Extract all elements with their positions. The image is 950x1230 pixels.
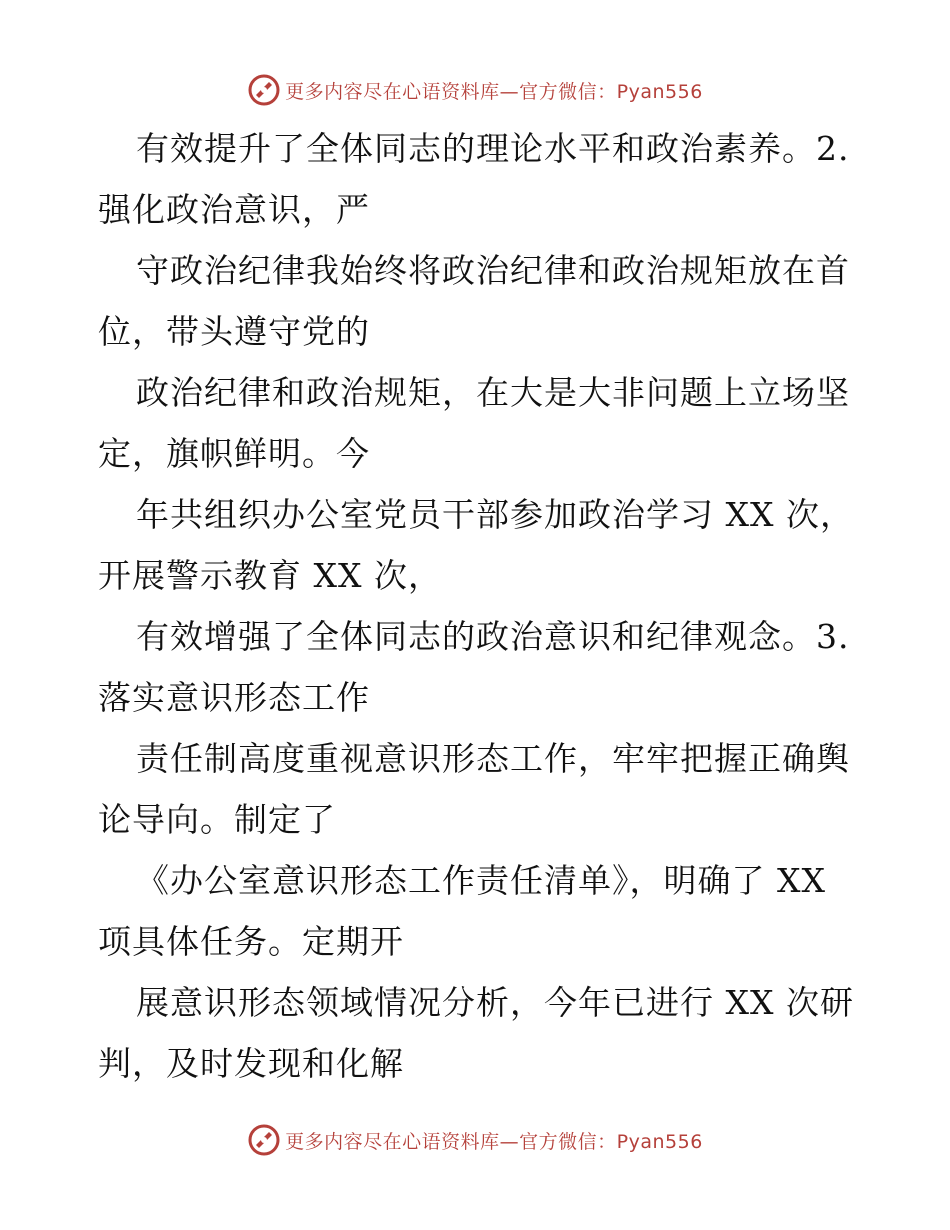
body-line: 展意识形态领域情况分析，今年已进行 XX 次研: [136, 983, 854, 1022]
body-line: 论导向。制定了: [98, 800, 336, 839]
body-line: 强化政治意识，严: [98, 190, 370, 229]
footer-banner: [0, 1120, 950, 1160]
body-line: 守政治纪律我始终将政治纪律和政治规矩放在首: [136, 251, 850, 290]
footer-wechat-id: Pyan556: [616, 1130, 703, 1153]
header-banner-label: 更多内容尽在心语资料库—官方微信：: [285, 80, 617, 103]
body-line: 项具体任务。定期开: [98, 922, 404, 961]
body-line: 年共组织办公室党员干部参加政治学习 XX 次，: [136, 495, 854, 534]
body-line: 《办公室意识形态工作责任清单》，明确了 XX: [136, 861, 826, 900]
body-line: 位，带头遵守党的: [98, 312, 370, 351]
header-wechat-id: Pyan556: [616, 80, 703, 103]
body-line: 判，及时发现和化解: [98, 1044, 404, 1083]
body-line: 责任制高度重视意识形态工作，牢牢把握正确舆: [136, 739, 850, 778]
body-line: 有效提升了全体同志的理论水平和政治素养。2.: [136, 129, 850, 168]
body-line: 开展警示教育 XX 次，: [98, 556, 442, 595]
footer-banner-text: [285, 1127, 703, 1154]
body-line: 政治纪律和政治规矩，在大是大非问题上立场坚: [136, 373, 850, 412]
header-banner: [0, 70, 950, 110]
document-body: [98, 118, 858, 1094]
body-line: 落实意识形态工作: [98, 678, 370, 717]
body-line: 有效增强了全体同志的政治意识和纪律观念。3.: [136, 617, 850, 656]
library-logo-icon: [247, 1123, 281, 1157]
body-line: 定，旗帜鲜明。今: [98, 434, 370, 473]
library-logo-icon: [247, 73, 281, 107]
footer-banner-label: 更多内容尽在心语资料库—官方微信：: [285, 1130, 617, 1153]
header-banner-text: [285, 77, 703, 104]
